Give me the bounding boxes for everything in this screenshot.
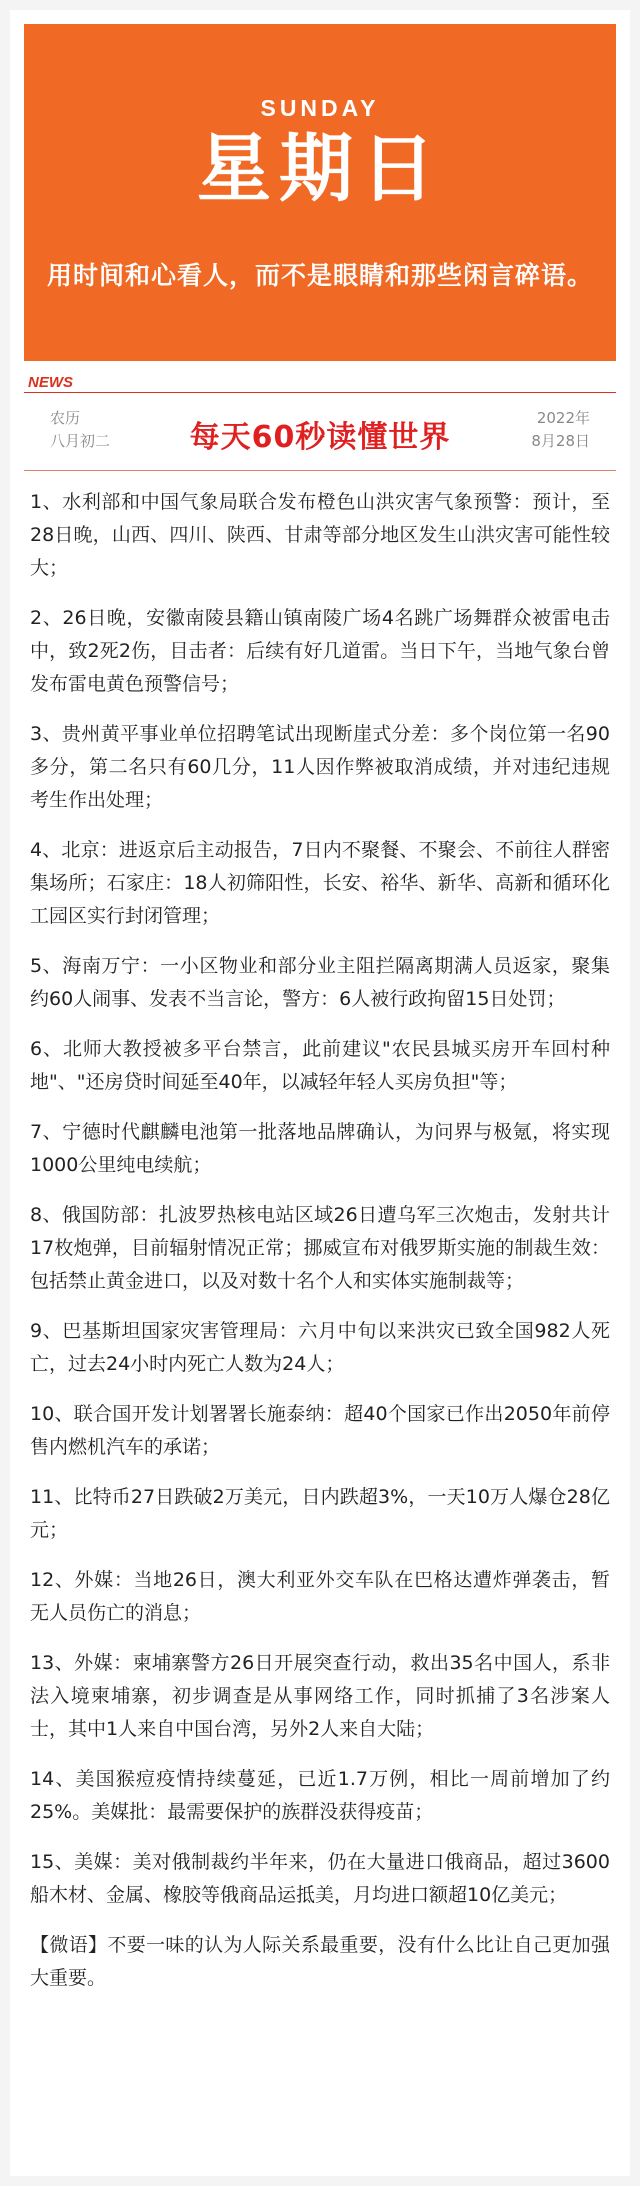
banner-subtitle: SUNDAY: [260, 95, 380, 121]
news-label: NEWS: [28, 374, 73, 391]
news-item: 8、俄国防部：扎波罗热核电站区域26日遭乌军三次炮击，发射共计17枚炮弹，目前辐射情况正常；挪威宣布对俄罗斯实施的制裁生效：包括禁止黄金进口，以及对数十名个人和实体实施制裁等；: [30, 1204, 610, 1292]
page: [10, 10, 630, 2176]
news-item: 13、外媒：柬埔寨警方26日开展突查行动，救出35名中国人，系非法入境柬埔寨，初步调查是从事网络工作，同时抓捕了3名涉案人士，其中1人来自中国台湾，另外2人来自大陆；: [30, 1652, 610, 1740]
closing-quote: 【微语】不要一味的认为人际关系最重要，没有什么比让自己更加强大重要。: [30, 1934, 610, 1989]
gregorian-date: [531, 407, 590, 453]
date-line-2: 8月28日: [531, 432, 590, 450]
news-item: 9、巴基斯坦国家灾害管理局：六月中旬以来洪灾已致全国982人死亡，过去24小时内死亡人数为24人；: [30, 1320, 610, 1375]
news-item: 11、比特币27日跌破2万美元，日内跌超3%，一天10万人爆仓28亿元；: [30, 1486, 610, 1541]
news-item: 12、外媒：当地26日，澳大利亚外交车队在巴格达遭炸弹袭击，暂无人员伤亡的消息；: [30, 1569, 610, 1624]
news-item: 2、26日晚，安徽南陵县籍山镇南陵广场4名跳广场舞群众被雷电击中，致2死2伤，目击者：后续有好几道雷。当日下午，当地气象台曾发布雷电黄色预警信号；: [30, 607, 610, 695]
news-list: [30, 486, 610, 1995]
banner-slogan: 用时间和心看人，而不是眼睛和那些闲言碎语。: [46, 261, 593, 290]
news-item: 5、海南万宁：一小区物业和部分业主阻拦隔离期满人员返家，聚集约60人闹事、发表不当言论，警方：6人被行政拘留15日处罚；: [30, 955, 610, 1010]
news-item: 4、北京：进返京后主动报告，7日内不聚餐、不聚会、不前往人群密集场所；石家庄：18人初筛阳性，长安、裕华、新华、高新和循环化工园区实行封闭管理；: [30, 839, 610, 927]
news-item: 6、北师大教授被多平台禁言，此前建议"农民县城买房开车回村种地"、"还房贷时间延至40年，以减轻年轻人买房负担"等；: [30, 1038, 610, 1093]
news-item: 14、美国猴痘疫情持续蔓延，已近1.7万例，相比一周前增加了约25%。美媒批：最需要保护的族群没获得疫苗；: [30, 1768, 610, 1823]
lunar-line-1: 农历: [50, 409, 81, 427]
news-item: 3、贵州黄平事业单位招聘笔试出现断崖式分差：多个岗位第一名90多分，第二名只有60几分，11人因作弊被取消成绩，并对违纪违规考生作出处理；: [30, 723, 610, 811]
news-item: 1、水利部和中国气象局联合发布橙色山洪灾害气象预警：预计，至28日晚，山西、四川、陕西、甘肃等部分地区发生山洪灾害可能性较大；: [30, 491, 610, 579]
divider: [24, 470, 616, 471]
banner-title: 星期日: [197, 126, 443, 212]
news-item: 7、宁德时代麒麟电池第一批落地品牌确认，为问界与极氪，将实现1000公里纯电续航；: [30, 1121, 610, 1176]
date-line-1: 2022年: [536, 409, 590, 427]
lunar-date: [50, 407, 110, 453]
news-item: 10、联合国开发计划署署长施泰纳：超40个国家已作出2050年前停售内燃机汽车的承诺；: [30, 1403, 610, 1458]
news-item: 15、美媒：美对俄制裁约半年来，仍在大量进口俄商品，超过3600船木材、金属、橡胶等俄商品运抵美，月均进口额超10亿美元；: [30, 1851, 610, 1906]
lunar-line-2: 八月初二: [50, 432, 111, 450]
headline: 每天60秒读懂世界: [189, 420, 451, 455]
banner: [24, 24, 616, 361]
divider: [24, 392, 616, 393]
